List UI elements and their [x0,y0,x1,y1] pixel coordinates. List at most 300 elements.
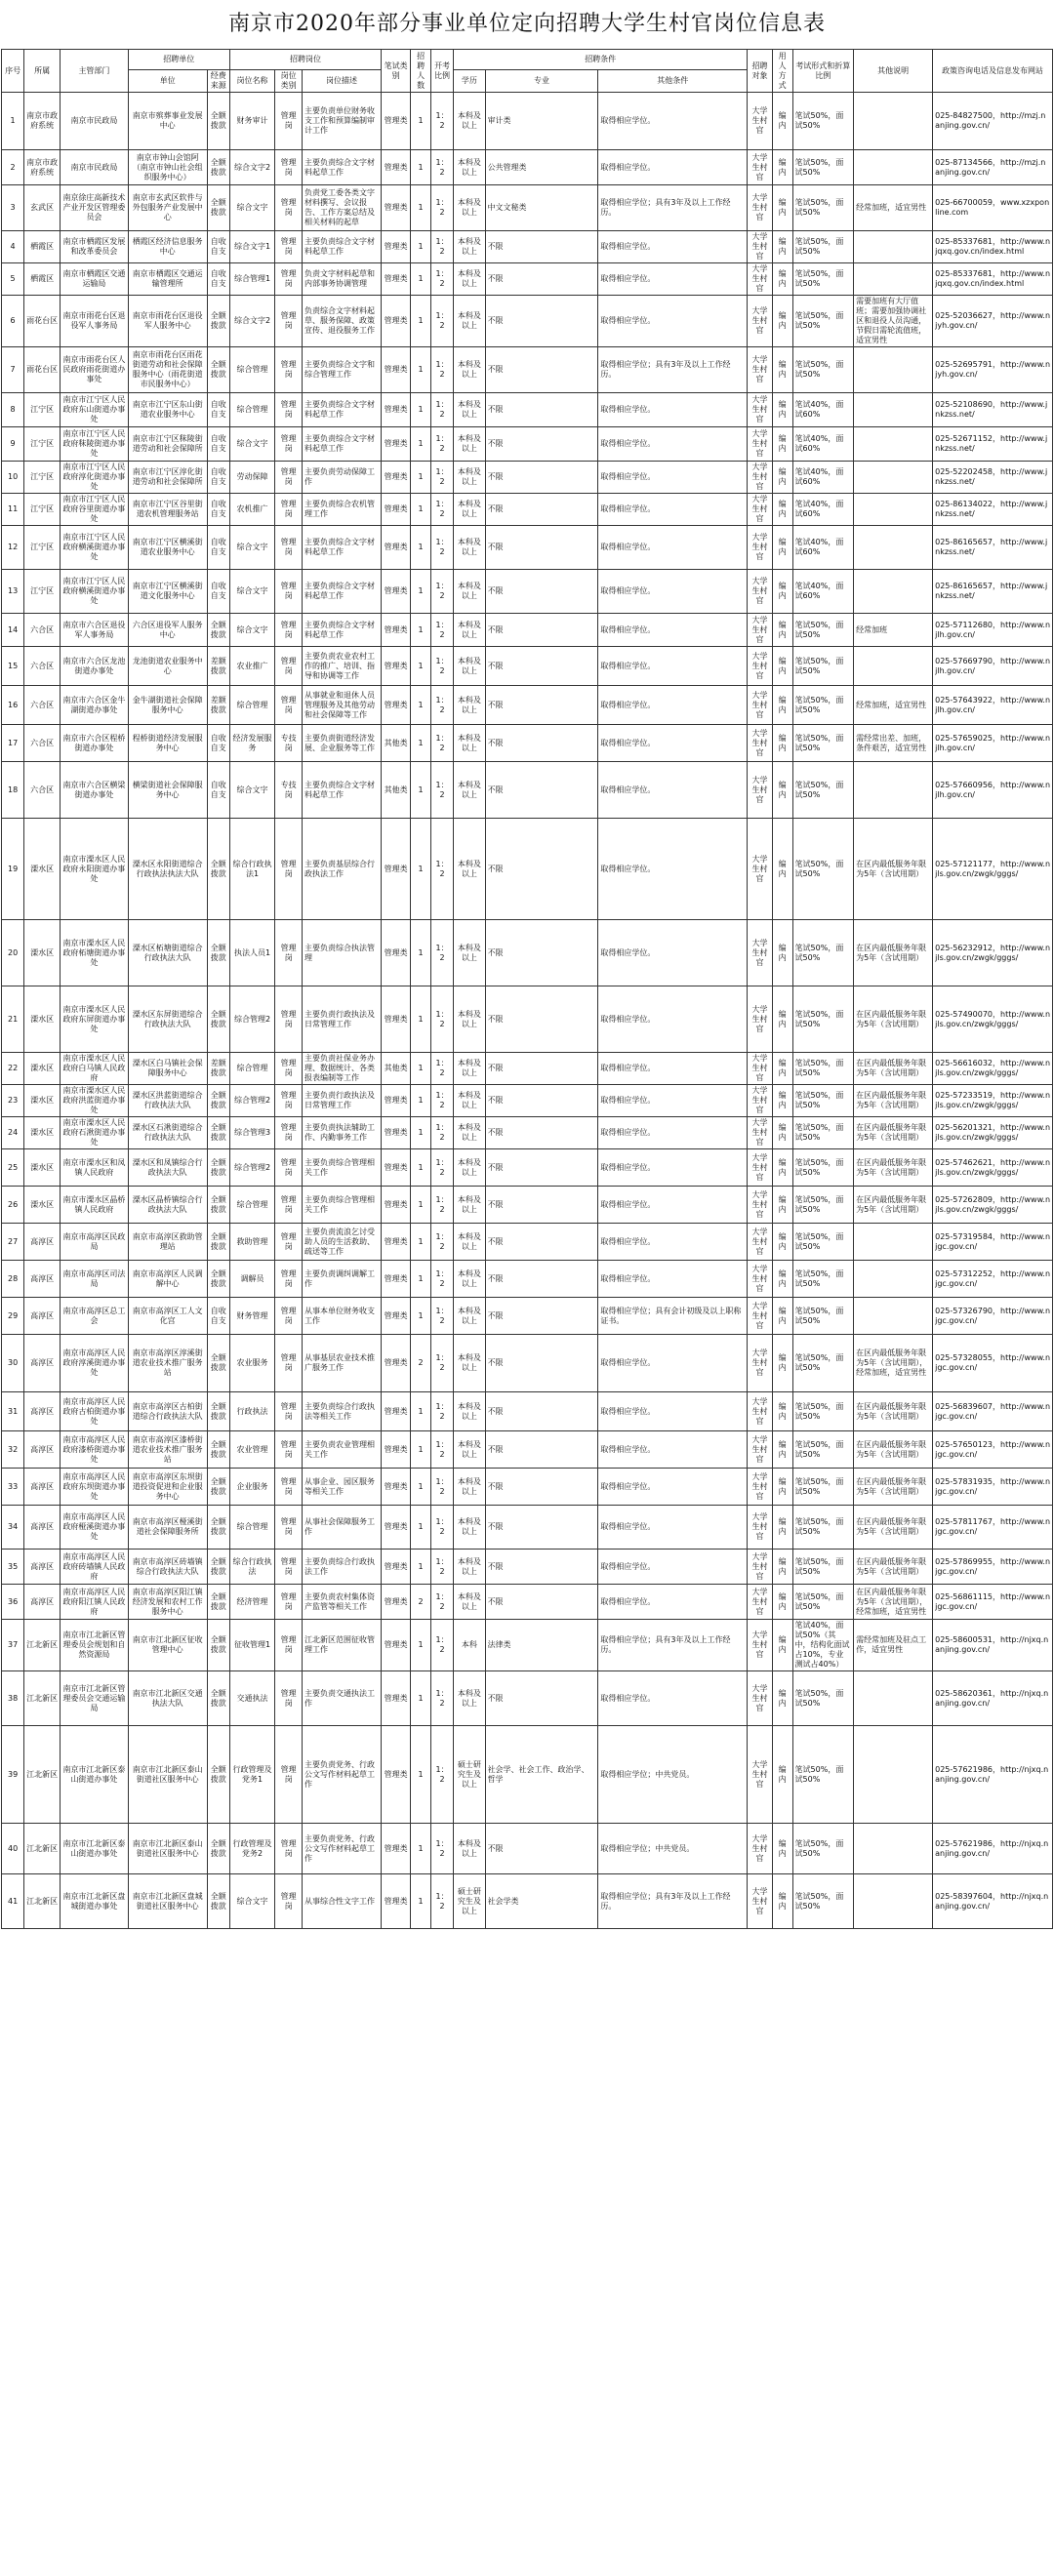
cell-num: 2 [411,1335,431,1392]
cell-dept: 南京市六合区程桥街道办事处 [61,725,128,762]
cell-post-desc: 主要负责综合文字材料起草工作 [302,150,381,185]
cell-unit: 南京市江北新区泰山街道社区服务中心 [128,1726,207,1824]
cell-notes: 在区内最低服务年限为5年（含试用期） [854,1117,933,1149]
header-contact: 政策咨询电话及信息发布网站 [933,50,1053,93]
cell-num: 1 [411,1261,431,1298]
cell-exam-ratio: 笔试40%，面试60% [792,570,854,614]
cell-dept: 南京市民政局 [61,150,128,185]
cell-other: 取得相应学位；中共党员。 [598,1726,748,1824]
cell-major: 不限 [485,347,598,393]
cell-seq: 16 [2,686,24,725]
cell-edu: 本科及以上 [454,462,485,494]
cell-notes: 在区内最低服务年限为5年（含试用期） [854,1431,933,1469]
cell-funding: 全额拨款 [207,819,229,920]
cell-notes: 在区内最低服务年限为5年（含试用期） [854,819,933,920]
header-funding: 经费来源 [207,70,229,93]
cell-funding: 全额拨款 [207,347,229,393]
cell-other: 取得相应学位。 [598,1335,748,1392]
cell-area: 溧水区 [24,819,61,920]
cell-post-desc: 从事基层农业技术推广服务工作 [302,1335,381,1392]
cell-notes [854,570,933,614]
cell-post-desc: 主要负责综合文字材料起草工作 [302,762,381,819]
cell-method: 编内 [772,686,792,725]
cell-num: 1 [411,1671,431,1726]
cell-notes: 在区内最低服务年限为5年（含试用期） [854,986,933,1053]
cell-exam-ratio: 笔试50%，面试50% [792,1117,854,1149]
cell-post-cat: 管理岗 [275,1085,303,1117]
cell-post-desc: 主要负责农业管理相关工作 [302,1431,381,1469]
cell-post-name: 农业服务 [229,1335,274,1392]
cell-post-name: 执法人员1 [229,920,274,986]
cell-unit: 南京市高淳区阳江镇经济发展和农村工作服务中心 [128,1585,207,1620]
cell-contact: 025-86165657，http://www.jnkzss.net/ [933,570,1053,614]
cell-major: 不限 [485,1824,598,1874]
cell-method: 编内 [772,263,792,296]
cell-post-name: 综合文字2 [229,150,274,185]
cell-post-desc: 主要负责单位财务收支工作和预算编制审计工作 [302,93,381,150]
cell-dept: 南京市民政局 [61,93,128,150]
cell-contact: 025-84827500，http://mzj.nanjing.gov.cn/ [933,93,1053,150]
cell-exam-ratio: 笔试40%，面试60% [792,462,854,494]
cell-area: 江宁区 [24,427,61,462]
cell-post-name: 经济管理 [229,1585,274,1620]
cell-seq: 23 [2,1085,24,1117]
cell-post-desc: 主要负责综合文字和综合管理工作 [302,347,381,393]
cell-area: 南京市政府系统 [24,93,61,150]
cell-notes: 在区内最低服务年限为5年（含试用期） [854,1469,933,1506]
cell-funding: 全额拨款 [207,185,229,231]
cell-target: 大学生村官 [748,614,772,647]
cell-area: 江北新区 [24,1671,61,1726]
cell-other: 取得相应学位。 [598,1261,748,1298]
cell-area: 江宁区 [24,570,61,614]
cell-area: 高淳区 [24,1335,61,1392]
cell-method: 编内 [772,296,792,347]
cell-seq: 19 [2,819,24,920]
cell-funding: 全额拨款 [207,1469,229,1506]
cell-post-desc: 主要负责综合执法管理 [302,920,381,986]
cell-unit: 溧水区柘塘街道综合行政执法大队 [128,920,207,986]
cell-major: 不限 [485,1187,598,1224]
cell-method: 编内 [772,725,792,762]
cell-post-cat: 管理岗 [275,526,303,570]
header-post-desc: 岗位描述 [302,70,381,93]
cell-area: 溧水区 [24,920,61,986]
header-other: 其他条件 [598,70,748,93]
cell-ratio: 1：2 [430,1431,453,1469]
cell-ratio: 1：2 [430,296,453,347]
cell-method: 编内 [772,1469,792,1506]
cell-target: 大学生村官 [748,1335,772,1392]
cell-funding: 全额拨款 [207,1431,229,1469]
cell-major: 不限 [485,1506,598,1550]
cell-post-desc: 主要负责流浪乞讨受助人员的生活救助、疏送等工作 [302,1224,381,1261]
cell-num: 1 [411,1187,431,1224]
cell-exam-ratio: 笔试50%，面试50% [792,1550,854,1585]
cell-method: 编内 [772,647,792,686]
cell-area: 江宁区 [24,494,61,526]
cell-seq: 17 [2,725,24,762]
cell-post-desc: 从事就业和退休人员管理服务及其他劳动和社会保障等工作 [302,686,381,725]
cell-area: 高淳区 [24,1431,61,1469]
cell-seq: 33 [2,1469,24,1506]
cell-unit: 南京市江北新区交通执法大队 [128,1671,207,1726]
cell-unit: 南京市玄武区软件与外包服务产业发展中心 [128,185,207,231]
cell-other: 取得相应学位。 [598,1671,748,1726]
cell-post-desc: 主要负责党务、行政公文写作材料起草工作 [302,1824,381,1874]
cell-edu: 本科及以上 [454,1117,485,1149]
cell-notes: 在区内最低服务年限为5年（含试用期） [854,1506,933,1550]
cell-ratio: 1：2 [430,1261,453,1298]
cell-edu: 本科及以上 [454,1585,485,1620]
cell-notes: 经常加班，适宜男性 [854,185,933,231]
cell-seq: 29 [2,1298,24,1335]
cell-post-name: 综合管理2 [229,1085,274,1117]
cell-exam-ratio: 笔试50%，面试50% [792,296,854,347]
cell-area: 高淳区 [24,1550,61,1585]
cell-area: 六合区 [24,647,61,686]
cell-unit: 南京市雨花台区退役军人服务中心 [128,296,207,347]
cell-exam-ratio: 笔试50%，面试50% [792,1187,854,1224]
cell-other: 取得相应学位。 [598,296,748,347]
cell-major: 不限 [485,1085,598,1117]
cell-post-desc: 主要负责综合行政执法工作 [302,1550,381,1585]
cell-post-cat: 管理岗 [275,462,303,494]
cell-post-desc: 主要负责行政执法及日常管理工作 [302,986,381,1053]
cell-funding: 全额拨款 [207,1824,229,1874]
cell-exam-cat: 其他类 [382,762,411,819]
cell-other: 取得相应学位。 [598,1224,748,1261]
cell-exam-cat: 管理类 [382,1874,411,1929]
cell-post-cat: 管理岗 [275,231,303,263]
header-post-cat: 岗位类别 [275,70,303,93]
cell-post-desc: 主要负责基层综合行政执法工作 [302,819,381,920]
cell-post-name: 综合文字 [229,762,274,819]
cell-ratio: 1：2 [430,1469,453,1506]
cell-area: 玄武区 [24,185,61,231]
cell-exam-ratio: 笔试50%，面试50% [792,725,854,762]
cell-num: 1 [411,393,431,427]
cell-contact: 025-57328055，http://www.njgc.gov.cn/ [933,1335,1053,1392]
cell-exam-cat: 管理类 [382,1620,411,1671]
cell-exam-ratio: 笔试40%，面试60% [792,526,854,570]
cell-unit: 溧水区白马镇社会保障服务中心 [128,1053,207,1085]
cell-post-desc: 主要负责劳动保障工作 [302,462,381,494]
cell-post-desc: 主要负责综合管理相关工作 [302,1187,381,1224]
cell-other: 取得相应学位。 [598,614,748,647]
cell-post-desc: 主要负责社保业务办理、数据统计、各类报表编制等工作 [302,1053,381,1085]
cell-exam-cat: 管理类 [382,1149,411,1187]
table-body [2,93,1053,1929]
cell-target: 大学生村官 [748,427,772,462]
cell-post-name: 劳动保障 [229,462,274,494]
cell-major: 不限 [485,1392,598,1431]
cell-edu: 本科及以上 [454,614,485,647]
cell-dept: 南京市溧水区人民政府永阳街道办事处 [61,819,128,920]
cell-exam-ratio: 笔试50%，面试50% [792,1506,854,1550]
cell-other: 取得相应学位；具有3年及以上工作经历。 [598,347,748,393]
cell-contact: 025-56616032，http://www.njls.gov.cn/zwgk/gggs/ [933,1053,1053,1085]
cell-post-name: 经济发展服务 [229,725,274,762]
cell-unit: 南京市高淳区古柏街道综合行政执法大队 [128,1392,207,1431]
cell-major: 不限 [485,1117,598,1149]
cell-post-cat: 管理岗 [275,1506,303,1550]
cell-post-cat: 管理岗 [275,819,303,920]
cell-exam-ratio: 笔试40%，面试50%（其中，结构化面试占10%，专业测试占40%） [792,1620,854,1671]
cell-exam-cat: 管理类 [382,526,411,570]
cell-seq: 5 [2,263,24,296]
cell-post-cat: 管理岗 [275,347,303,393]
cell-exam-ratio: 笔试40%，面试60% [792,427,854,462]
cell-notes [854,1824,933,1874]
cell-target: 大学生村官 [748,1117,772,1149]
cell-dept: 南京市溧水区晶桥镇人民政府 [61,1187,128,1224]
cell-ratio: 1：2 [430,1671,453,1726]
cell-exam-ratio: 笔试50%，面试50% [792,1874,854,1929]
cell-post-cat: 管理岗 [275,1187,303,1224]
cell-ratio: 1：2 [430,93,453,150]
cell-area: 六合区 [24,686,61,725]
cell-edu: 本科及以上 [454,494,485,526]
cell-post-desc: 主要负责综合文字材料起草工作 [302,427,381,462]
cell-area: 六合区 [24,614,61,647]
cell-exam-ratio: 笔试50%，面试50% [792,1469,854,1506]
cell-other: 取得相应学位。 [598,1117,748,1149]
cell-ratio: 1：2 [430,1874,453,1929]
cell-exam-ratio: 笔试50%，面试50% [792,263,854,296]
cell-target: 大学生村官 [748,393,772,427]
cell-contact: 025-52671152，http://www.jnkzss.net/ [933,427,1053,462]
cell-other: 取得相应学位。 [598,393,748,427]
cell-seq: 39 [2,1726,24,1824]
cell-post-desc: 负责综合文字材料起草、服务保障、政策宣传、退役服务工作 [302,296,381,347]
cell-other: 取得相应学位。 [598,1431,748,1469]
cell-edu: 本科及以上 [454,986,485,1053]
table-row [2,1117,1053,1149]
table-row [2,614,1053,647]
cell-post-desc: 从事企业、园区服务等相关工作 [302,1469,381,1506]
cell-target: 大学生村官 [748,1585,772,1620]
cell-unit: 金牛湖街道社会保障服务中心 [128,686,207,725]
cell-seq: 22 [2,1053,24,1085]
cell-post-name: 综合文字 [229,427,274,462]
table-row [2,1261,1053,1298]
cell-seq: 4 [2,231,24,263]
cell-major: 不限 [485,231,598,263]
cell-post-name: 财务管理 [229,1298,274,1335]
cell-unit: 南京市高淳区漆桥街道农业技术推广服务站 [128,1431,207,1469]
cell-target: 大学生村官 [748,1671,772,1726]
cell-target: 大学生村官 [748,1620,772,1671]
header-edu: 学历 [454,70,485,93]
cell-target: 大学生村官 [748,1149,772,1187]
cell-unit: 溧水区东屏街道综合行政执法大队 [128,986,207,1053]
table-row [2,1187,1053,1224]
cell-dept: 南京市高淳区人民政府漆桥街道办事处 [61,1431,128,1469]
cell-ratio: 1：2 [430,1085,453,1117]
cell-target: 大学生村官 [748,1053,772,1085]
cell-contact: 025-57659025，http://www.njlh.gov.cn/ [933,725,1053,762]
cell-contact: 025-57112680，http://www.njlh.gov.cn/ [933,614,1053,647]
cell-contact: 025-56861115，http://www.njgc.gov.cn/ [933,1585,1053,1620]
cell-area: 溧水区 [24,1117,61,1149]
cell-contact: 025-52036627，http://www.njyh.gov.cn/ [933,296,1053,347]
cell-area: 雨花台区 [24,347,61,393]
cell-post-cat: 管理岗 [275,1550,303,1585]
cell-unit: 溧水区永阳街道综合行政执法执法大队 [128,819,207,920]
cell-target: 大学生村官 [748,647,772,686]
cell-method: 编内 [772,1431,792,1469]
cell-seq: 36 [2,1585,24,1620]
cell-unit: 南京市江北新区泰山街道社区服务中心 [128,1824,207,1874]
table-row [2,427,1053,462]
cell-area: 溧水区 [24,1187,61,1224]
cell-notes [854,150,933,185]
cell-seq: 38 [2,1671,24,1726]
cell-funding: 全额拨款 [207,1874,229,1929]
cell-major: 不限 [485,263,598,296]
cell-funding: 自收自支 [207,393,229,427]
cell-major: 不限 [485,725,598,762]
cell-other: 取得相应学位。 [598,819,748,920]
cell-post-name: 综合管理1 [229,263,274,296]
cell-exam-cat: 管理类 [382,93,411,150]
cell-exam-cat: 管理类 [382,393,411,427]
cell-num: 1 [411,526,431,570]
cell-seq: 9 [2,427,24,462]
cell-dept: 南京市江宁区人民政府东山街道办事处 [61,393,128,427]
cell-post-desc: 主要负责综合文字材料起草工作 [302,393,381,427]
cell-num: 1 [411,686,431,725]
cell-seq: 1 [2,93,24,150]
cell-notes [854,1671,933,1726]
cell-other: 取得相应学位。 [598,686,748,725]
cell-post-cat: 管理岗 [275,647,303,686]
cell-exam-ratio: 笔试50%，面试50% [792,1671,854,1726]
cell-num: 1 [411,185,431,231]
header-notes: 其他说明 [854,50,933,93]
cell-post-cat: 管理岗 [275,1874,303,1929]
header-method: 用人方式 [772,50,792,93]
table-row [2,185,1053,231]
cell-exam-ratio: 笔试50%，面试50% [792,1261,854,1298]
cell-edu: 本科及以上 [454,1392,485,1431]
cell-exam-cat: 管理类 [382,1671,411,1726]
cell-dept: 南京市江宁区人民政府横溪街道办事处 [61,526,128,570]
cell-seq: 14 [2,614,24,647]
cell-method: 编内 [772,920,792,986]
cell-area: 栖霞区 [24,231,61,263]
cell-post-name: 农业管理 [229,1431,274,1469]
cell-edu: 硕士研究生及以上 [454,1726,485,1824]
cell-post-cat: 管理岗 [275,1585,303,1620]
cell-dept: 南京市溧水区人民政府东屏街道办事处 [61,986,128,1053]
cell-contact: 025-56232912，http://www.njls.gov.cn/zwgk/gggs/ [933,920,1053,986]
cell-major: 不限 [485,614,598,647]
cell-method: 编内 [772,427,792,462]
cell-funding: 全额拨款 [207,920,229,986]
cell-exam-ratio: 笔试50%，面试50% [792,920,854,986]
cell-post-name: 综合文字1 [229,231,274,263]
cell-post-cat: 管理岗 [275,1224,303,1261]
cell-num: 1 [411,347,431,393]
cell-unit: 南京市江宁区横溪街道农业服务中心 [128,526,207,570]
cell-post-cat: 管理岗 [275,1335,303,1392]
cell-notes: 在区内最低服务年限为5年（含试用期） [854,1053,933,1085]
cell-unit: 南京市高淳区桠溪街道社会保障服务所 [128,1506,207,1550]
table-row [2,1506,1053,1550]
cell-method: 编内 [772,1335,792,1392]
cell-target: 大学生村官 [748,1298,772,1335]
cell-unit: 六合区退役军人服务中心 [128,614,207,647]
cell-major: 不限 [485,1224,598,1261]
cell-edu: 本科及以上 [454,1335,485,1392]
cell-dept: 南京市溧水区和凤镇人民政府 [61,1149,128,1187]
cell-notes [854,263,933,296]
cell-method: 编内 [772,93,792,150]
cell-exam-cat: 管理类 [382,819,411,920]
cell-num: 1 [411,1053,431,1085]
cell-edu: 本科及以上 [454,1824,485,1874]
cell-target: 大学生村官 [748,686,772,725]
cell-ratio: 1：2 [430,263,453,296]
cell-exam-cat: 管理类 [382,1506,411,1550]
cell-other: 取得相应学位。 [598,725,748,762]
cell-post-name: 综合文字 [229,614,274,647]
cell-num: 1 [411,1298,431,1335]
cell-notes [854,1726,933,1824]
header-seq: 序号 [2,50,24,93]
cell-exam-ratio: 笔试50%，面试50% [792,762,854,819]
cell-target: 大学生村官 [748,1726,772,1824]
table-row [2,1874,1053,1929]
cell-post-name: 综合文字2 [229,296,274,347]
cell-dept: 南京市江北新区管理委员会规划和自然资源局 [61,1620,128,1671]
cell-seq: 13 [2,570,24,614]
cell-funding: 全额拨款 [207,1550,229,1585]
cell-seq: 21 [2,986,24,1053]
cell-post-name: 综合管理2 [229,1149,274,1187]
cell-num: 1 [411,150,431,185]
cell-target: 大学生村官 [748,762,772,819]
cell-exam-ratio: 笔试50%，面试50% [792,1585,854,1620]
cell-other: 取得相应学位。 [598,1469,748,1506]
table-row [2,686,1053,725]
cell-ratio: 1：2 [430,494,453,526]
cell-ratio: 1：2 [430,526,453,570]
table-row [2,1298,1053,1335]
cell-major: 不限 [485,762,598,819]
cell-target: 大学生村官 [748,526,772,570]
cell-other: 取得相应学位。 [598,647,748,686]
cell-dept: 南京市溧水区人民政府石湫街道办事处 [61,1117,128,1149]
cell-area: 高淳区 [24,1585,61,1620]
cell-post-desc: 主要负责综合行政执法等相关工作 [302,1392,381,1431]
cell-edu: 本科及以上 [454,1431,485,1469]
cell-other: 取得相应学位。 [598,526,748,570]
cell-target: 大学生村官 [748,1469,772,1506]
cell-unit: 程桥街道经济发展服务中心 [128,725,207,762]
cell-num: 1 [411,93,431,150]
cell-num: 1 [411,1550,431,1585]
cell-other: 取得相应学位；中共党员。 [598,1824,748,1874]
cell-area: 高淳区 [24,1392,61,1431]
cell-seq: 40 [2,1824,24,1874]
cell-area: 江宁区 [24,526,61,570]
cell-other: 取得相应学位。 [598,1085,748,1117]
cell-exam-cat: 管理类 [382,1585,411,1620]
table-row [2,231,1053,263]
